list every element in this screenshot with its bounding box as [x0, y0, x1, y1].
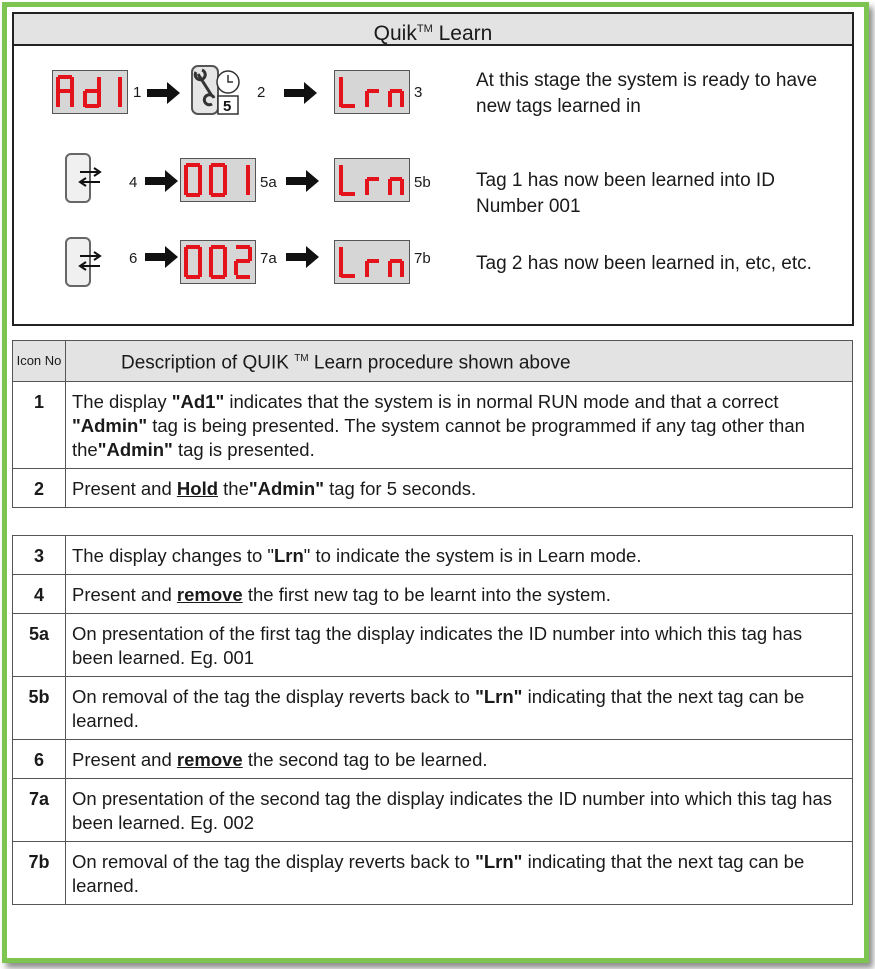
arrow-right-icon: [284, 82, 318, 104]
arrow-right-icon: [286, 170, 320, 192]
wrench-timer-icon: [186, 62, 244, 120]
step-number: 5a: [13, 614, 66, 677]
step-number: 7a: [13, 779, 66, 842]
table-row: [13, 469, 853, 508]
table-row: [13, 740, 853, 779]
table-row: [13, 614, 853, 677]
step-label: 7a: [260, 250, 277, 267]
arrow-right-icon: [147, 82, 181, 104]
arrow-right-icon: [145, 170, 179, 192]
step-number: 5b: [13, 677, 66, 740]
page-title: Quik™ Learn: [12, 12, 854, 46]
step-description: Tag 1 has now been learned into ID Number 001: [476, 170, 775, 217]
table-row: [13, 842, 853, 905]
arrow-right-icon: [145, 246, 179, 268]
step-text: On removal of the tag the display reverts back to "Lrn" indicating that the next tag can be learned.: [66, 677, 853, 740]
step-number: 7b: [13, 842, 66, 905]
seven-segment-display: [334, 70, 410, 114]
step-text: The display "Ad1" indicates that the system is in normal RUN mode and that a correct "Admin" tag is being presented. The system cannot be programmed if any tag other than the"Admin" tag is presented.: [66, 382, 853, 469]
step-label: 7b: [414, 250, 431, 267]
seven-segment-display: [180, 158, 256, 202]
step-number: 6: [13, 740, 66, 779]
step-text: On presentation of the second tag the display indicates the ID number into which this tag has been learned. Eg. 002: [66, 779, 853, 842]
step-label: 5b: [414, 174, 431, 191]
step-number: 1: [13, 382, 66, 469]
procedure-diagram: [12, 44, 854, 326]
step-number: 2: [13, 469, 66, 508]
seven-segment-display: [334, 158, 410, 202]
step-label: 1: [133, 84, 142, 101]
step-label: 4: [129, 174, 138, 191]
table-row: [13, 575, 853, 614]
step-text: Present and remove the first new tag to be learnt into the system.: [66, 575, 853, 614]
seven-segment-display: [180, 240, 256, 284]
step-text: The display changes to "Lrn" to indicate the system is in Learn mode.: [66, 536, 853, 575]
step-label: 5a: [260, 174, 277, 191]
table-header: [13, 341, 853, 382]
tag-present-icon: [62, 152, 106, 208]
seven-segment-display: [334, 240, 410, 284]
seven-segment-display: [52, 70, 128, 114]
step-text: Present and Hold the"Admin" tag for 5 seconds.: [66, 469, 853, 508]
arrow-right-icon: [286, 246, 320, 268]
table-row: [13, 779, 853, 842]
tag-present-icon: [62, 236, 106, 292]
table-row: [13, 677, 853, 740]
step-number: 3: [13, 536, 66, 575]
col-header-icon-no: Icon No: [13, 341, 66, 382]
step-text: On presentation of the first tag the display indicates the ID number into which this tag has been learned. Eg. 001: [66, 614, 853, 677]
step-description: Tag 2 has now been learned in, etc, etc.: [476, 253, 812, 274]
step-label: 3: [414, 84, 423, 101]
step-text: Present and remove the second tag to be learned.: [66, 740, 853, 779]
table-row: [13, 536, 853, 575]
table-row: [13, 382, 853, 469]
step-label: 6: [129, 250, 138, 267]
procedure-table-bottom: [12, 535, 853, 905]
step-label: 2: [257, 84, 266, 101]
step-text: On removal of the tag the display reverts back to "Lrn" indicating that the next tag can be learned.: [66, 842, 853, 905]
step-description: At this stage the system is ready to have new tags learned in: [476, 70, 818, 117]
svg-text:5: 5: [223, 98, 232, 115]
step-number: 4: [13, 575, 66, 614]
procedure-table-top: [12, 340, 853, 508]
col-header-description: Description of QUIK ™ Learn procedure shown above: [66, 341, 853, 382]
